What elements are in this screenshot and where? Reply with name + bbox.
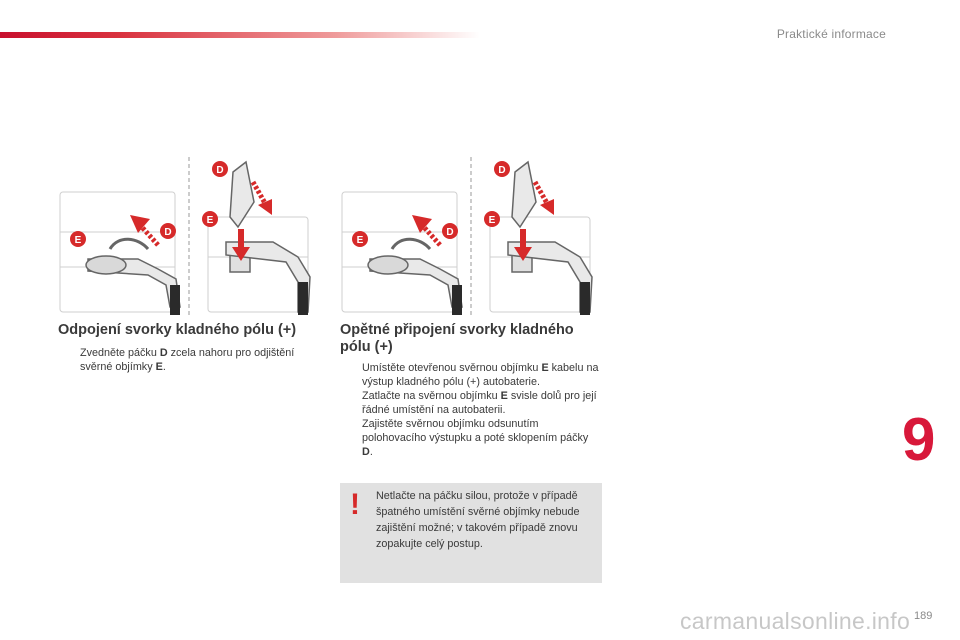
warning-text: Netlačte na páčku silou, protože v případě špatného umístění svěrné objímky nebude zajištění možné; v takovém případě znovu zopakujte celý postup. (376, 490, 580, 550)
warning-box (340, 483, 602, 583)
list-item: Umístěte otevřenou svěrnou objímku E kabelu na výstup kladného pólu (+) autobaterie. (362, 362, 599, 388)
label-e: E (356, 235, 364, 246)
reconnect-illustration (340, 157, 598, 317)
warning-icon: ! (350, 488, 360, 521)
label-d: D (164, 227, 172, 238)
watermark: carmanualsonline.info (680, 608, 911, 634)
list-item: Zatlačte na svěrnou objímku E svisle dolů pro její řádné umístění na autobaterii. (362, 390, 597, 416)
disconnect-illustration (58, 157, 316, 317)
section-header-title: Praktické informace (776, 27, 886, 41)
label-d: D (498, 165, 506, 176)
label-e: E (74, 235, 82, 246)
label-d: D (446, 227, 454, 238)
label-d: D (216, 165, 224, 176)
header-accent-bar (0, 32, 480, 38)
reconnect-title: Opětné připojení svorky kladného pólu (+) (340, 322, 574, 355)
chapter-number: 9 (902, 406, 936, 473)
list-item: Zajistěte svěrnou objímku odsunutím polohovacího výstupku a poté sklopením páčky D. (362, 418, 589, 458)
label-e: E (488, 215, 496, 226)
label-e: E (206, 215, 214, 226)
list-item: Zvedněte páčku D zcela nahoru pro odjištění svěrné objímky E. (80, 347, 295, 373)
disconnect-steps (58, 346, 313, 374)
page-number: 189 (914, 610, 933, 622)
disconnect-title: Odpojení svorky kladného pólu (+) (58, 322, 297, 338)
reconnect-steps (340, 361, 602, 459)
